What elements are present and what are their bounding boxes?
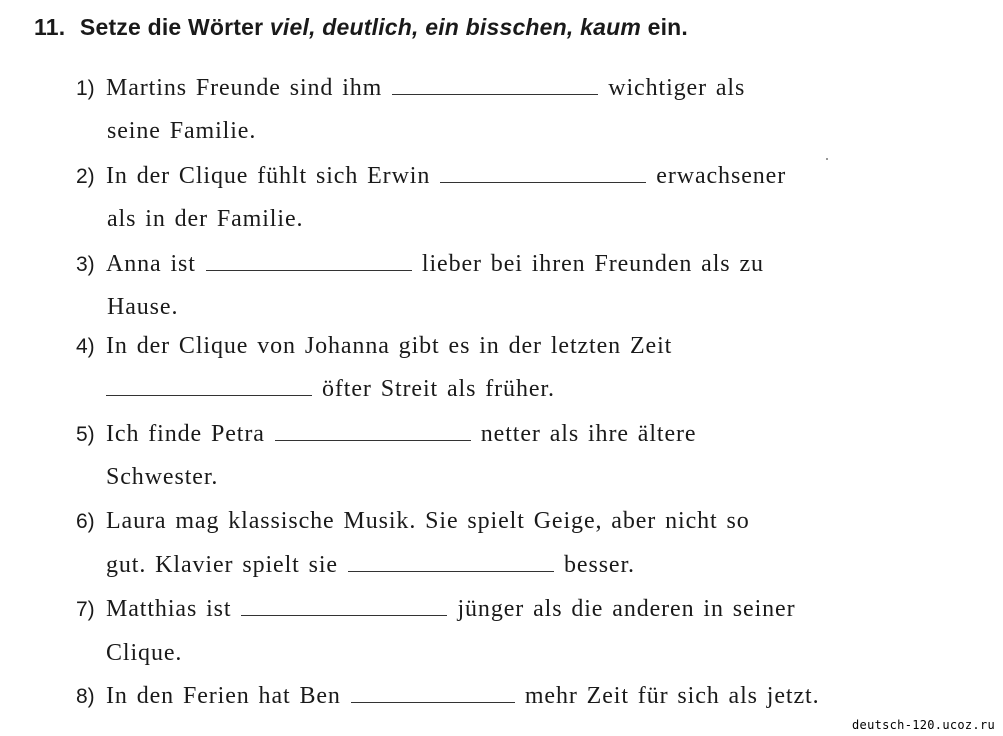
item-3-blank[interactable] [206, 269, 412, 271]
instruction-words: viel, deutlich, ein bisschen, kaum [269, 14, 641, 40]
scan-speck [826, 158, 828, 160]
item-2-text-after: erwachsener [656, 163, 787, 189]
item-2-line-2: als in der Familie. [107, 206, 304, 232]
item-3-line-1 [76, 252, 764, 276]
item-8-text-after: mehr Zeit für sich als jetzt. [524, 683, 820, 709]
item-6-blank[interactable] [348, 570, 554, 572]
item-5-text-after: netter als ihre ältere [480, 421, 697, 447]
item-2-number: 2) [76, 165, 95, 188]
item-4-blank[interactable] [106, 394, 312, 396]
item-8-line-1 [76, 684, 820, 708]
item-2-text-before: In der Clique fühlt sich Erwin [106, 163, 431, 189]
item-5-line-2: Schwester. [106, 464, 219, 490]
item-2-line-1 [76, 164, 786, 188]
exercise-heading [34, 14, 688, 41]
item-1-text-after: wichtiger als [608, 75, 746, 101]
item-1-blank[interactable] [392, 93, 598, 95]
item-7-text-after: jünger als die anderen in seiner [457, 596, 796, 622]
instruction-end: ein. [647, 14, 689, 40]
item-2-blank[interactable] [440, 181, 646, 183]
item-5-text-before: Ich finde Petra [106, 421, 265, 447]
item-6-number: 6) [76, 510, 95, 533]
item-4-line-1 [76, 334, 672, 358]
item-8-number: 8) [76, 685, 95, 708]
exercise-number: 11. [34, 14, 66, 40]
item-3-text-before: Anna ist [106, 251, 196, 277]
item-7-line-2: Clique. [106, 640, 183, 666]
instruction-start: Setze die Wörter [79, 14, 264, 40]
item-4-text: In der Clique von Johanna gibt es in der letzten Zeit [106, 333, 673, 359]
item-6-text: Laura mag klassische Musik. Sie spielt Geige, aber nicht so [106, 508, 750, 534]
item-5-number: 5) [76, 423, 95, 446]
item-1-line-1 [76, 76, 745, 100]
item-6-line-2 [106, 553, 635, 577]
item-5-blank[interactable] [275, 439, 471, 441]
item-7-line-1 [76, 597, 795, 621]
item-1-number: 1) [76, 77, 95, 100]
watermark: deutsch-120.ucoz.ru [852, 718, 995, 732]
item-4-text-after: öfter Streit als früher. [322, 376, 555, 402]
item-3-line-2: Hause. [107, 294, 179, 320]
item-7-number: 7) [76, 598, 95, 621]
item-7-text-before: Matthias ist [106, 596, 232, 622]
item-6-text-after: besser. [564, 552, 635, 578]
item-3-text-after: lieber bei ihren Freunden als zu [421, 251, 764, 277]
item-4-line-2 [96, 377, 555, 401]
item-7-blank[interactable] [241, 614, 447, 616]
item-1-line-2: seine Familie. [107, 118, 257, 144]
item-1-text-before: Martins Freunde sind ihm [106, 75, 383, 101]
item-5-line-1 [76, 422, 696, 446]
item-4-number: 4) [76, 335, 95, 358]
item-6-text-before: gut. Klavier spielt sie [106, 552, 338, 578]
item-8-blank[interactable] [351, 701, 515, 703]
item-3-number: 3) [76, 253, 95, 276]
item-6-line-1 [76, 509, 750, 533]
item-8-text-before: In den Ferien hat Ben [106, 683, 341, 709]
